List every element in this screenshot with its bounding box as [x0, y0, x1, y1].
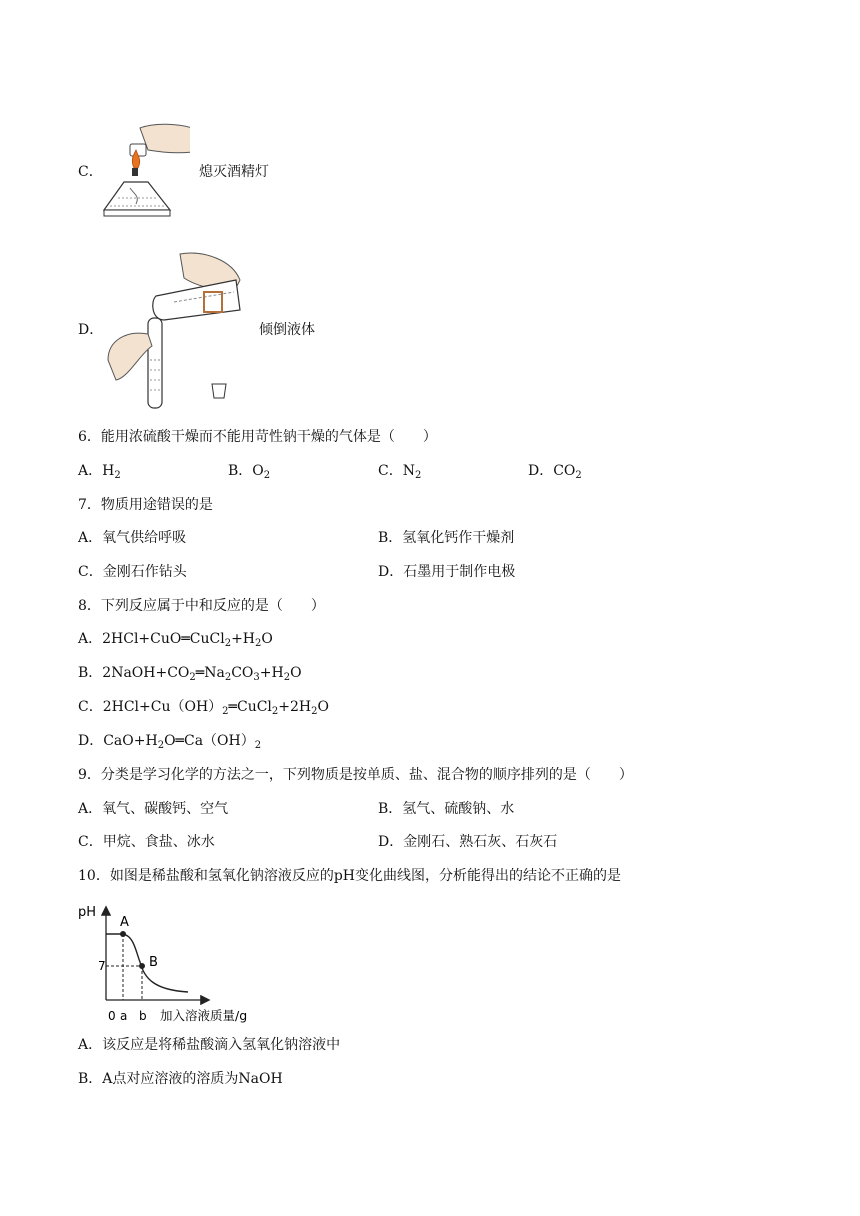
q10-option-b: B．A点对应溶液的溶质为NaOH — [78, 1071, 283, 1087]
q8-option-a: A．$2HCl+CuO═CuCl_2+H_2O$ — [78, 631, 273, 649]
q8-option-c: C．$2HCl+Cu(OH)_2═CuCl_2+2H_2O$ — [78, 699, 329, 717]
option-c-caption: 熄灭酒精灯 — [199, 164, 269, 180]
q9-option-a: A．氧气、碳酸钙、空气 — [78, 801, 229, 817]
q9-option-d: D．金刚石、熟石灰、石灰石 — [378, 834, 558, 850]
point-b-label: B — [149, 955, 158, 970]
option-c-label: C． — [78, 164, 103, 180]
alcohol-lamp-figure — [100, 122, 190, 230]
option-d-caption: 倾倒液体 — [259, 322, 315, 338]
option-d-label: D． — [78, 322, 104, 338]
point-b-marker — [139, 963, 145, 969]
q9-option-c: C．甲烷、食盐、冰水 — [78, 834, 215, 850]
q6-option-c: C．$N_2$ — [378, 463, 422, 481]
q7-option-c: C．金刚石作钻头 — [78, 564, 187, 580]
x-axis-label: 加入溶液质量/g — [160, 1008, 248, 1023]
ph-curve — [106, 934, 188, 992]
pour-liquid-figure — [104, 250, 246, 410]
tick-b: b — [139, 1009, 147, 1023]
q8-option-b: B．$2NaOH+CO_2═Na_2CO_3+H_2O$ — [78, 665, 302, 683]
q8-stem: 8．下列反应属于中和反应的是（ ） — [78, 598, 325, 614]
q7-option-d: D．石墨用于制作电极 — [378, 564, 516, 580]
q10-option-a: A．该反应是将稀盐酸滴入氢氧化钠溶液中 — [78, 1037, 341, 1053]
point-a-marker — [120, 931, 126, 937]
q7-option-a: A．氧气供给呼吸 — [78, 530, 187, 546]
q6-option-b: B．$O_2$ — [228, 463, 271, 481]
q7-option-b: B．氢氧化钙作干燥剂 — [378, 530, 515, 546]
q6-option-d: D．$CO_2$ — [528, 463, 582, 481]
q8-option-d: D．$CaO+H_2O═Ca(OH)_2$ — [78, 733, 262, 751]
ph-curve-graph — [76, 898, 272, 1028]
tick-a: a — [120, 1009, 128, 1023]
tick-7: 7 — [98, 959, 106, 973]
q9-option-b: B．氢气、硫酸钠、水 — [378, 801, 515, 817]
q6-option-a: A．$H_2$ — [78, 463, 121, 481]
tick-0: 0 — [108, 1009, 116, 1023]
q10-stem: 10．如图是稀盐酸和氢氧化钠溶液反应的pH变化曲线图，分析能得出的结论不正确的是 — [78, 868, 621, 884]
q7-stem: 7．物质用途错误的是 — [78, 497, 213, 513]
y-axis-label: pH — [78, 905, 97, 920]
point-a-label: A — [120, 915, 129, 930]
q9-stem: 9．分类是学习化学的方法之一，下列物质是按单质、盐、混合物的顺序排列的是（ ） — [78, 767, 633, 783]
q6-stem: 6．能用浓硫酸干燥而不能用苛性钠干燥的气体是（ ） — [78, 429, 437, 445]
